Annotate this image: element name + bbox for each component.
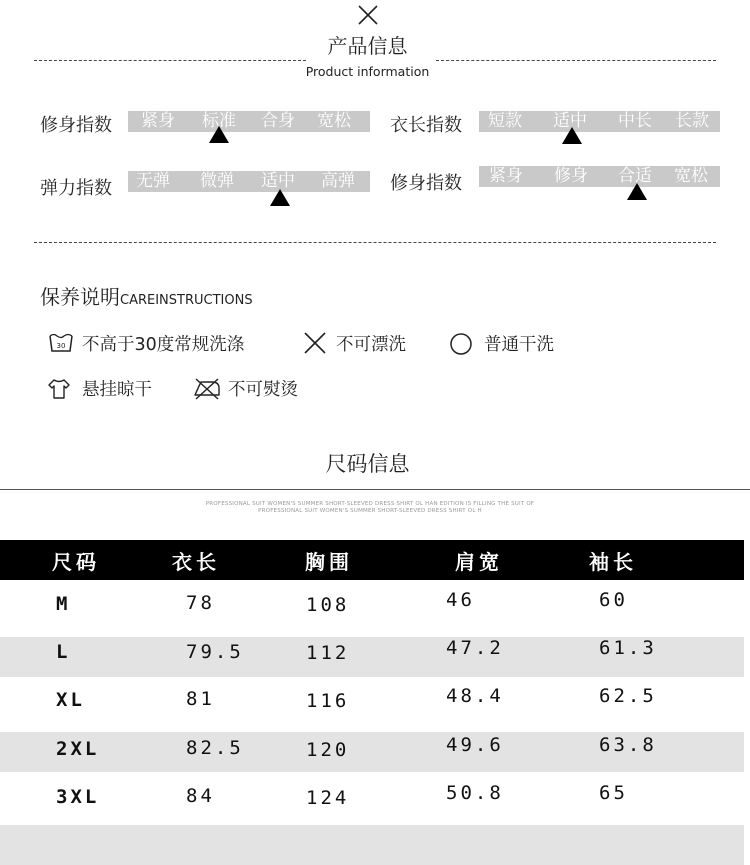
cell-length: 79.5 xyxy=(186,641,244,663)
dry-clean-icon xyxy=(448,331,474,357)
wash-30-icon xyxy=(48,330,74,356)
cell-length: 82.5 xyxy=(186,737,244,759)
scale-label: 修身指数 xyxy=(390,173,462,194)
scale-option: 无弹 xyxy=(136,171,170,191)
cell-shoulder: 48.4 xyxy=(446,685,504,707)
care-title-cn: 保养说明 xyxy=(40,285,120,309)
scale-option: 修身 xyxy=(554,166,588,186)
decorative-caption: PROFESSIONAL SUIT WOMEN'S SUMMER SHORT-SLEEVED DRESS SHIRT OL H xyxy=(258,508,482,514)
selected-marker-icon xyxy=(627,183,647,200)
close-x-icon xyxy=(355,2,381,28)
cell-bust: 116 xyxy=(306,690,350,712)
care-title-en: CAREINSTRUCTIONS xyxy=(120,293,253,308)
scale-option: 短款 xyxy=(488,111,522,131)
cell-shoulder: 50.8 xyxy=(446,782,504,804)
scale-option: 紧身 xyxy=(489,166,523,186)
scale-label: 修身指数 xyxy=(40,115,112,136)
scale-label: 衣长指数 xyxy=(390,115,462,136)
care-label: 不高于30度常规洗涤 xyxy=(82,335,245,355)
cell-length: 84 xyxy=(186,785,215,807)
cell-sleeve: 63.8 xyxy=(599,734,657,756)
cell-bust: 124 xyxy=(306,787,350,809)
selected-marker-icon xyxy=(209,126,229,143)
column-header: 肩宽 xyxy=(455,550,503,574)
cell-sleeve: 62.5 xyxy=(599,685,657,707)
no-bleach-icon xyxy=(302,330,328,356)
care-label: 普通干洗 xyxy=(484,335,554,355)
scale-option: 标准 xyxy=(202,111,236,131)
scale-option: 紧身 xyxy=(141,111,175,131)
scale-option: 中长 xyxy=(618,111,652,131)
cell-shoulder: 46 xyxy=(446,589,475,611)
column-header: 衣长 xyxy=(172,550,220,574)
length-scale-bar xyxy=(479,111,720,132)
scale-option: 高弹 xyxy=(321,171,355,191)
cell-length: 78 xyxy=(186,592,215,614)
scale-option: 适中 xyxy=(553,111,587,131)
scale-option: 微弹 xyxy=(200,171,234,191)
cell-bust: 120 xyxy=(306,739,350,761)
selected-marker-icon xyxy=(562,127,582,144)
care-label: 悬挂晾干 xyxy=(82,380,152,400)
divider xyxy=(0,489,750,490)
scale-option: 合身 xyxy=(261,111,295,131)
cell-size: M xyxy=(56,593,71,615)
no-iron-icon xyxy=(192,375,222,401)
scale-option: 宽松 xyxy=(317,111,351,131)
divider xyxy=(34,242,716,243)
scale-option: 长款 xyxy=(675,111,709,131)
slim-scale-bar xyxy=(479,166,720,187)
size-table-header xyxy=(0,540,744,580)
selected-marker-icon xyxy=(270,189,290,206)
hang-dry-icon xyxy=(46,376,72,402)
cell-size: 2XL xyxy=(56,738,100,760)
cell-bust: 112 xyxy=(306,642,350,664)
care-instructions-title xyxy=(40,281,253,310)
cell-size: 3XL xyxy=(56,786,100,808)
scale-option: 合适 xyxy=(618,166,652,186)
cell-bust: 108 xyxy=(306,594,350,616)
cell-shoulder: 49.6 xyxy=(446,734,504,756)
fit-scale-bar xyxy=(128,111,370,132)
cell-sleeve: 65 xyxy=(599,782,628,804)
divider xyxy=(436,60,716,61)
column-header: 尺码 xyxy=(52,550,100,574)
divider xyxy=(34,60,306,61)
row-stripe xyxy=(0,825,744,865)
cell-size: L xyxy=(56,641,71,663)
column-header: 袖长 xyxy=(589,550,637,574)
product-info-title: 产品信息 xyxy=(327,34,408,58)
elasticity-scale-bar xyxy=(128,171,370,192)
scale-option: 宽松 xyxy=(674,166,708,186)
cell-shoulder: 47.2 xyxy=(446,637,504,659)
cell-size: XL xyxy=(56,689,85,711)
cell-sleeve: 61.3 xyxy=(599,637,657,659)
size-info-title: 尺码信息 xyxy=(325,452,410,476)
svg-text:30: 30 xyxy=(56,342,66,350)
care-label: 不可熨烫 xyxy=(228,380,298,400)
divider xyxy=(706,580,744,581)
scale-option: 适中 xyxy=(261,171,295,191)
product-info-subtitle: Product information xyxy=(305,64,430,79)
decorative-caption: PROFESSIONAL SUIT WOMEN'S SUMMER SHORT-SLEEVED DRESS SHIRT OL HAN EDITION IS FILLING THE SUIT OF xyxy=(205,501,535,507)
cell-sleeve: 60 xyxy=(599,589,628,611)
cell-length: 81 xyxy=(186,688,215,710)
care-label: 不可漂洗 xyxy=(336,335,406,355)
scale-label: 弹力指数 xyxy=(40,178,112,199)
column-header: 胸围 xyxy=(305,550,353,574)
